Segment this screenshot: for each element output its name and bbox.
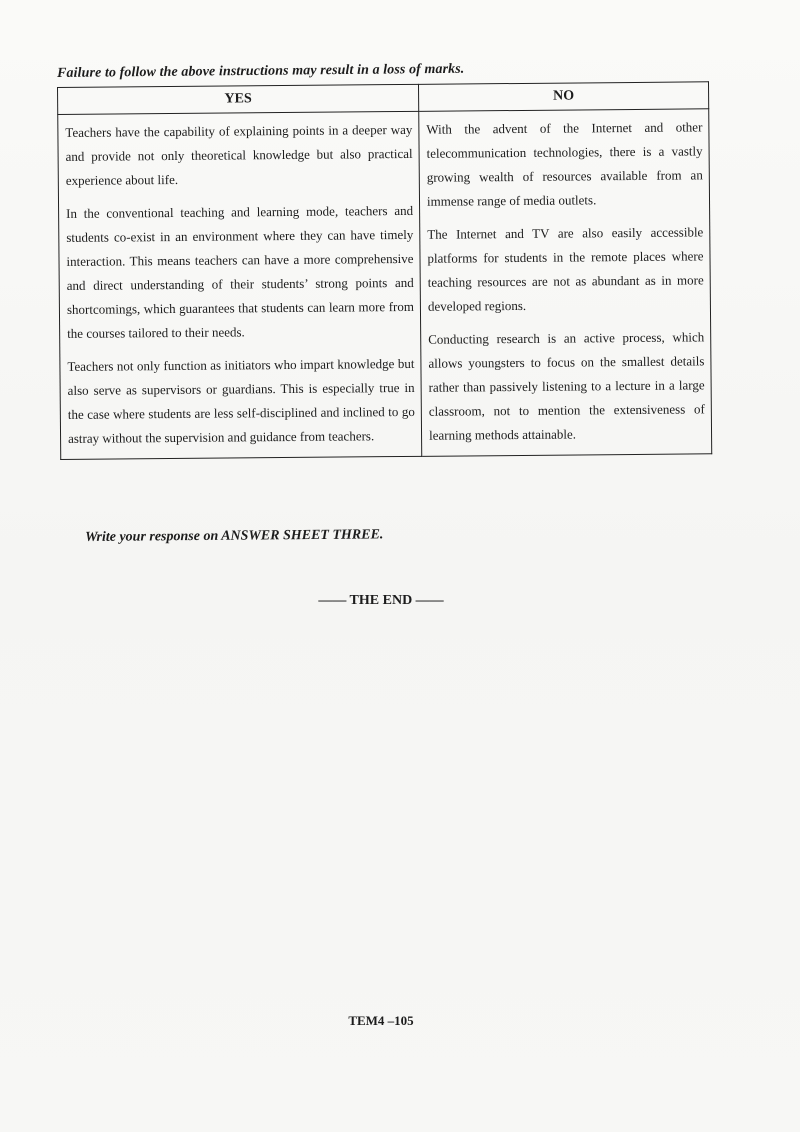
no-column-header: NO bbox=[418, 82, 708, 112]
instruction-note: Failure to follow the above instructions may result in a loss of marks. bbox=[57, 61, 465, 81]
no-paragraph-3: Conducting research is an active process, which allows youngsters to focus on the smallest details rather than passively listening to a lecture in a large classroom, not to mention the extensiveness of learning methods attainable. bbox=[428, 329, 705, 443]
no-paragraph-1: With the advent of the Internet and other telecommunication technologies, there is a vastly growing wealth of resources available from an immense range of media outlets. bbox=[426, 119, 703, 209]
yes-no-table bbox=[57, 81, 712, 460]
yes-no-table-wrapper bbox=[57, 81, 711, 460]
yes-paragraph-2: In the conventional teaching and learning mode, teachers and students co-exist in an environment where they can have timely interaction. This means teachers can have a more comprehensive and direct understanding of their students’ strong points and shortcomings, which guarantees that students can learn more from the courses tailored to their needs. bbox=[66, 202, 414, 341]
response-instruction: Write your response on ANSWER SHEET THREE. bbox=[85, 527, 384, 545]
yes-column-cell bbox=[58, 111, 422, 459]
yes-column-header: YES bbox=[58, 84, 419, 114]
yes-paragraph-3: Teachers not only function as initiators who impart knowledge but also serve as supervisors or guardians. This is especially true in the case where students are less self-disciplined and inclined to go astray without the supervision and guidance from teachers. bbox=[67, 355, 415, 446]
page-number: TEM4 –105 bbox=[348, 1013, 414, 1028]
no-paragraph-2: The Internet and TV are also easily accessible platforms for students in the remote places where teaching resources are not as abundant as in more developed regions. bbox=[427, 224, 704, 314]
table-row bbox=[58, 109, 712, 460]
no-column-cell bbox=[419, 109, 712, 457]
yes-paragraph-1: Teachers have the capability of explaining points in a deeper way and provide not only theoretical knowledge but also practical experience about life. bbox=[65, 121, 413, 188]
the-end-marker: —— THE END —— bbox=[318, 593, 444, 608]
